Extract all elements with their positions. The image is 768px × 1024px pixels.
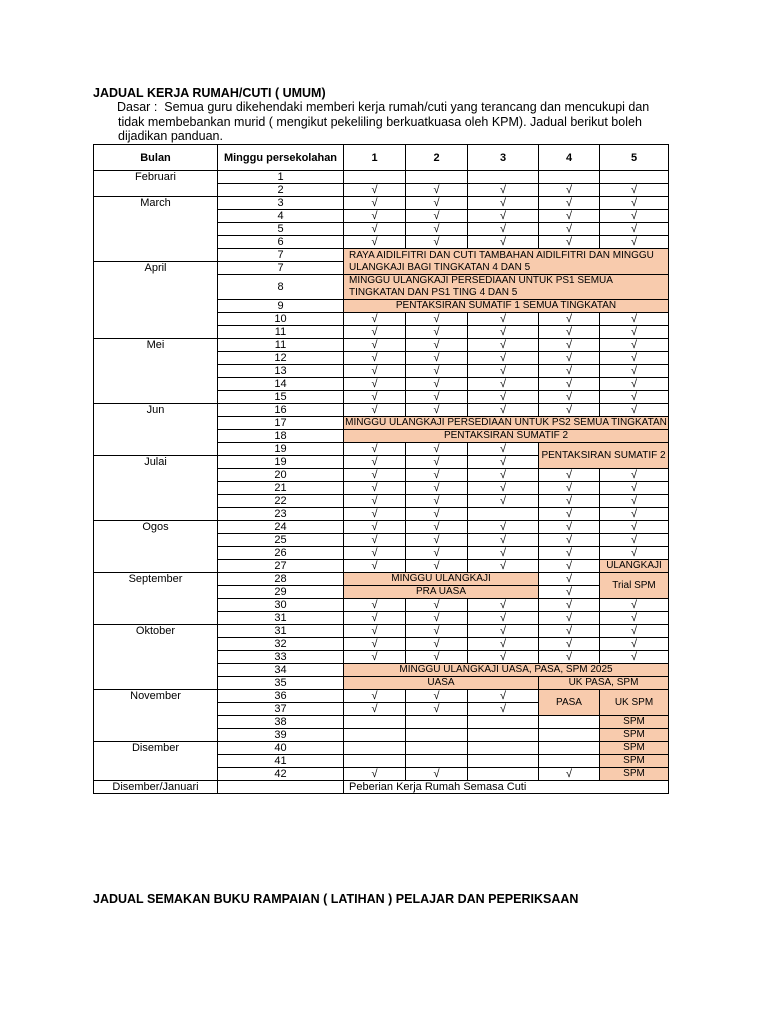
check-mark-icon: √ [344,534,406,547]
check-mark-icon: √ [406,599,468,612]
check-mark-icon: √ [406,651,468,664]
check-mark-icon: √ [344,223,406,236]
header-col-4: 4 [539,145,600,171]
week-cell: 13 [218,365,344,378]
event-cell: SPM [600,755,669,768]
check-mark-icon: √ [468,482,539,495]
check-mark-icon: √ [539,339,600,352]
schedule-cell [539,171,600,184]
check-mark-icon: √ [539,197,600,210]
check-mark-icon: √ [600,521,669,534]
month-cell: Ogos [94,521,218,573]
week-cell: 18 [218,430,344,443]
schedule-cell [406,755,468,768]
check-mark-icon: √ [468,638,539,651]
check-mark-icon: √ [539,365,600,378]
check-mark-icon: √ [344,326,406,339]
check-mark-icon: √ [406,339,468,352]
week-cell: 20 [218,469,344,482]
week-cell: 30 [218,599,344,612]
check-mark-icon: √ [468,690,539,703]
schedule-cell [406,742,468,755]
schedule-cell [344,171,406,184]
event-cell: PENTAKSIRAN SUMATIF 1 SEMUA TINGKATAN [344,300,669,313]
month-cell: September [94,573,218,625]
week-cell: 11 [218,326,344,339]
check-mark-icon: √ [600,508,669,521]
schedule-table [93,144,669,794]
check-mark-icon: √ [468,625,539,638]
week-cell: 8 [218,275,344,300]
check-mark-icon: √ [539,638,600,651]
event-cell: PENTAKSIRAN SUMATIF 2 [539,443,669,469]
header-bulan: Bulan [94,145,218,171]
week-cell: 32 [218,638,344,651]
table-row [94,404,669,417]
intro-paragraph [118,100,670,144]
header-col-3: 3 [468,145,539,171]
check-mark-icon: √ [344,690,406,703]
check-mark-icon: √ [539,223,600,236]
check-mark-icon: √ [344,456,406,469]
schedule-cell [468,729,539,742]
check-mark-icon: √ [344,184,406,197]
check-mark-icon: √ [600,482,669,495]
check-mark-icon: √ [468,236,539,249]
header-col-1: 1 [344,145,406,171]
week-cell: 33 [218,651,344,664]
table-body [94,171,669,794]
check-mark-icon: √ [539,352,600,365]
check-mark-icon: √ [344,768,406,781]
week-cell: 19 [218,456,344,469]
check-mark-icon: √ [600,223,669,236]
week-cell: 40 [218,742,344,755]
check-mark-icon: √ [406,560,468,573]
check-mark-icon: √ [344,469,406,482]
check-mark-icon: √ [468,184,539,197]
week-cell: 10 [218,313,344,326]
check-mark-icon: √ [468,469,539,482]
check-mark-icon: √ [600,495,669,508]
check-mark-icon: √ [600,404,669,417]
check-mark-icon: √ [600,469,669,482]
schedule-cell [406,171,468,184]
week-cell: 4 [218,210,344,223]
week-cell: 23 [218,508,344,521]
table-header-row [94,145,669,171]
check-mark-icon: √ [600,210,669,223]
check-mark-icon: √ [539,313,600,326]
month-cell: Disember [94,742,218,781]
check-mark-icon: √ [539,378,600,391]
check-mark-icon: √ [600,547,669,560]
header-col-5: 5 [600,145,669,171]
check-mark-icon: √ [344,651,406,664]
check-mark-icon: √ [539,184,600,197]
week-cell: 39 [218,729,344,742]
schedule-cell [539,742,600,755]
check-mark-icon: √ [344,508,406,521]
check-mark-icon: √ [539,612,600,625]
header-col-2: 2 [406,145,468,171]
check-mark-icon: √ [406,495,468,508]
schedule-cell [468,755,539,768]
section-title-2: JADUAL SEMAKAN BUKU RAMPAIAN ( LATIHAN ) PELAJAR DAN PEPERIKSAAN [93,892,579,906]
week-cell: 41 [218,755,344,768]
check-mark-icon: √ [600,612,669,625]
check-mark-icon: √ [539,482,600,495]
check-mark-icon: √ [344,404,406,417]
week-cell: 7 [218,249,344,262]
schedule-cell [539,729,600,742]
week-cell: 37 [218,703,344,716]
check-mark-icon: √ [539,521,600,534]
table-row [94,573,669,586]
schedule-cell [406,729,468,742]
week-cell: 35 [218,677,344,690]
check-mark-icon: √ [600,625,669,638]
check-mark-icon: √ [344,236,406,249]
week-cell: 19 [218,443,344,456]
check-mark-icon: √ [344,210,406,223]
check-mark-icon: √ [468,378,539,391]
month-cell: Jun [94,404,218,456]
check-mark-icon: √ [344,560,406,573]
check-mark-icon: √ [406,313,468,326]
check-mark-icon: √ [539,236,600,249]
event-cell: MINGGU ULANGKAJI [344,573,539,586]
month-cell: April [94,262,218,339]
week-cell: 16 [218,404,344,417]
check-mark-icon: √ [344,599,406,612]
check-mark-icon: √ [468,547,539,560]
week-cell: 22 [218,495,344,508]
check-mark-icon: √ [406,456,468,469]
check-mark-icon: √ [406,365,468,378]
week-cell: 17 [218,417,344,430]
check-mark-icon: √ [600,313,669,326]
schedule-cell [468,508,539,521]
check-mark-icon: √ [406,638,468,651]
schedule-cell [539,755,600,768]
check-mark-icon: √ [406,521,468,534]
week-cell: 6 [218,236,344,249]
check-mark-icon: √ [406,443,468,456]
check-mark-icon: √ [344,197,406,210]
event-cell: MINGGU ULANGKAJI PERSEDIAAN UNTUK PS1 SEMUA TINGKATAN DAN PS1 TING 4 DAN 5 [344,275,669,300]
check-mark-icon: √ [468,534,539,547]
week-cell [218,781,344,794]
month-cell: March [94,197,218,262]
week-cell: 38 [218,716,344,729]
check-mark-icon: √ [600,197,669,210]
check-mark-icon: √ [406,184,468,197]
check-mark-icon: √ [539,326,600,339]
event-cell: UK PASA, SPM [539,677,669,690]
check-mark-icon: √ [344,391,406,404]
event-cell: UASA [344,677,539,690]
check-mark-icon: √ [468,599,539,612]
schedule-cell [468,768,539,781]
table-row [94,690,669,703]
check-mark-icon: √ [468,391,539,404]
check-mark-icon: √ [344,547,406,560]
check-mark-icon: √ [539,560,600,573]
check-mark-icon: √ [539,768,600,781]
week-cell: 15 [218,391,344,404]
schedule-cell [344,755,406,768]
schedule-cell [468,171,539,184]
month-cell: November [94,690,218,742]
check-mark-icon: √ [539,534,600,547]
event-cell: PRA UASA [344,586,539,599]
check-mark-icon: √ [406,534,468,547]
check-mark-icon: √ [468,197,539,210]
event-cell: SPM [600,729,669,742]
check-mark-icon: √ [600,638,669,651]
check-mark-icon: √ [600,326,669,339]
intro-text: Semua guru dikehendaki memberi kerja rumah/cuti yang terancang dan mencukupi dan tidak membebankan murid ( mengikut pekeliling berkuatkuasa oleh KPM). Jadual berikut boleh dijadikan panduan. [118,100,650,143]
event-cell: Peberian Kerja Rumah Semasa Cuti [344,781,669,794]
check-mark-icon: √ [406,391,468,404]
check-mark-icon: √ [468,352,539,365]
week-cell: 28 [218,573,344,586]
event-cell: SPM [600,742,669,755]
check-mark-icon: √ [468,560,539,573]
event-cell: MINGGU ULANGKAJI PERSEDIAAN UNTUK PS2 SEMUA TINGKATAN [345,417,667,428]
check-mark-icon: √ [344,339,406,352]
check-mark-icon: √ [406,469,468,482]
week-cell: 5 [218,223,344,236]
check-mark-icon: √ [539,573,600,586]
check-mark-icon: √ [406,197,468,210]
table-row [94,171,669,184]
event-cell: MINGGU ULANGKAJI UASA, PASA, SPM 2025 [344,664,669,677]
week-cell: 3 [218,197,344,210]
check-mark-icon: √ [468,365,539,378]
check-mark-icon: √ [344,638,406,651]
month-cell: Mei [94,339,218,404]
check-mark-icon: √ [468,703,539,716]
week-cell: 12 [218,352,344,365]
header-minggu: Minggu persekolahan [218,145,344,171]
check-mark-icon: √ [600,184,669,197]
check-mark-icon: √ [600,534,669,547]
check-mark-icon: √ [406,352,468,365]
week-cell: 2 [218,184,344,197]
check-mark-icon: √ [600,365,669,378]
week-cell: 27 [218,560,344,573]
check-mark-icon: √ [539,547,600,560]
event-cell: SPM [600,768,669,781]
check-mark-icon: √ [468,651,539,664]
check-mark-icon: √ [344,378,406,391]
schedule-cell [344,716,406,729]
check-mark-icon: √ [406,482,468,495]
check-mark-icon: √ [600,599,669,612]
document-title: JADUAL KERJA RUMAH/CUTI ( UMUM) [93,86,326,100]
check-mark-icon: √ [468,521,539,534]
week-cell: 7 [218,262,344,275]
week-cell: 24 [218,521,344,534]
check-mark-icon: √ [600,236,669,249]
month-cell: Oktober [94,625,218,690]
check-mark-icon: √ [468,313,539,326]
check-mark-icon: √ [344,521,406,534]
event-cell: PASA [539,690,600,716]
schedule-cell [468,716,539,729]
check-mark-icon: √ [539,210,600,223]
check-mark-icon: √ [600,352,669,365]
check-mark-icon: √ [539,586,600,599]
check-mark-icon: √ [539,599,600,612]
check-mark-icon: √ [344,612,406,625]
week-cell: 21 [218,482,344,495]
check-mark-icon: √ [344,703,406,716]
week-cell: 9 [218,300,344,313]
check-mark-icon: √ [406,236,468,249]
check-mark-icon: √ [539,508,600,521]
month-cell: Disember/Januari [94,781,218,794]
check-mark-icon: √ [539,625,600,638]
check-mark-icon: √ [406,223,468,236]
event-cell: UK SPM [600,690,669,716]
check-mark-icon: √ [406,326,468,339]
schedule-cell [344,742,406,755]
check-mark-icon: √ [468,612,539,625]
check-mark-icon: √ [406,768,468,781]
week-cell: 26 [218,547,344,560]
check-mark-icon: √ [344,365,406,378]
check-mark-icon: √ [344,443,406,456]
check-mark-icon: √ [539,495,600,508]
check-mark-icon: √ [600,339,669,352]
check-mark-icon: √ [344,482,406,495]
check-mark-icon: √ [600,378,669,391]
week-cell: 34 [218,664,344,677]
week-cell: 11 [218,339,344,352]
intro-label: Dasar : [117,100,158,114]
week-cell: 29 [218,586,344,599]
schedule-cell [468,742,539,755]
month-cell: Julai [94,456,218,521]
check-mark-icon: √ [406,703,468,716]
event-cell: RAYA AIDILFITRI DAN CUTI TAMBAHAN AIDILFITRI DAN MINGGU ULANGKAJI BAGI TINGKATAN 4 DAN 5 [344,249,669,275]
week-cell: 1 [218,171,344,184]
event-cell: Trial SPM [600,573,669,599]
schedule-cell [406,716,468,729]
schedule-cell [539,716,600,729]
table-row [94,339,669,352]
table-row [94,521,669,534]
check-mark-icon: √ [344,495,406,508]
check-mark-icon: √ [406,404,468,417]
check-mark-icon: √ [406,690,468,703]
schedule-cell [600,171,669,184]
table-row [94,781,669,794]
check-mark-icon: √ [468,326,539,339]
check-mark-icon: √ [600,391,669,404]
check-mark-icon: √ [406,210,468,223]
event-cell: PENTAKSIRAN SUMATIF 2 [344,430,669,443]
check-mark-icon: √ [539,404,600,417]
check-mark-icon: √ [406,378,468,391]
check-mark-icon: √ [468,456,539,469]
check-mark-icon: √ [539,651,600,664]
table-row [94,625,669,638]
week-cell: 42 [218,768,344,781]
check-mark-icon: √ [539,391,600,404]
month-cell: Februari [94,171,218,197]
check-mark-icon: √ [539,469,600,482]
check-mark-icon: √ [406,547,468,560]
week-cell: 36 [218,690,344,703]
check-mark-icon: √ [406,508,468,521]
check-mark-icon: √ [468,223,539,236]
event-cell: ULANGKAJI [600,560,669,573]
schedule-cell [344,729,406,742]
check-mark-icon: √ [600,651,669,664]
check-mark-icon: √ [344,352,406,365]
check-mark-icon: √ [468,339,539,352]
check-mark-icon: √ [406,625,468,638]
week-cell: 31 [218,625,344,638]
week-cell: 14 [218,378,344,391]
table-row [94,742,669,755]
table-row [94,197,669,210]
check-mark-icon: √ [468,495,539,508]
week-cell: 31 [218,612,344,625]
check-mark-icon: √ [344,625,406,638]
week-cell: 25 [218,534,344,547]
event-cell: SPM [600,716,669,729]
check-mark-icon: √ [406,612,468,625]
check-mark-icon: √ [468,443,539,456]
check-mark-icon: √ [468,210,539,223]
check-mark-icon: √ [468,404,539,417]
check-mark-icon: √ [344,313,406,326]
